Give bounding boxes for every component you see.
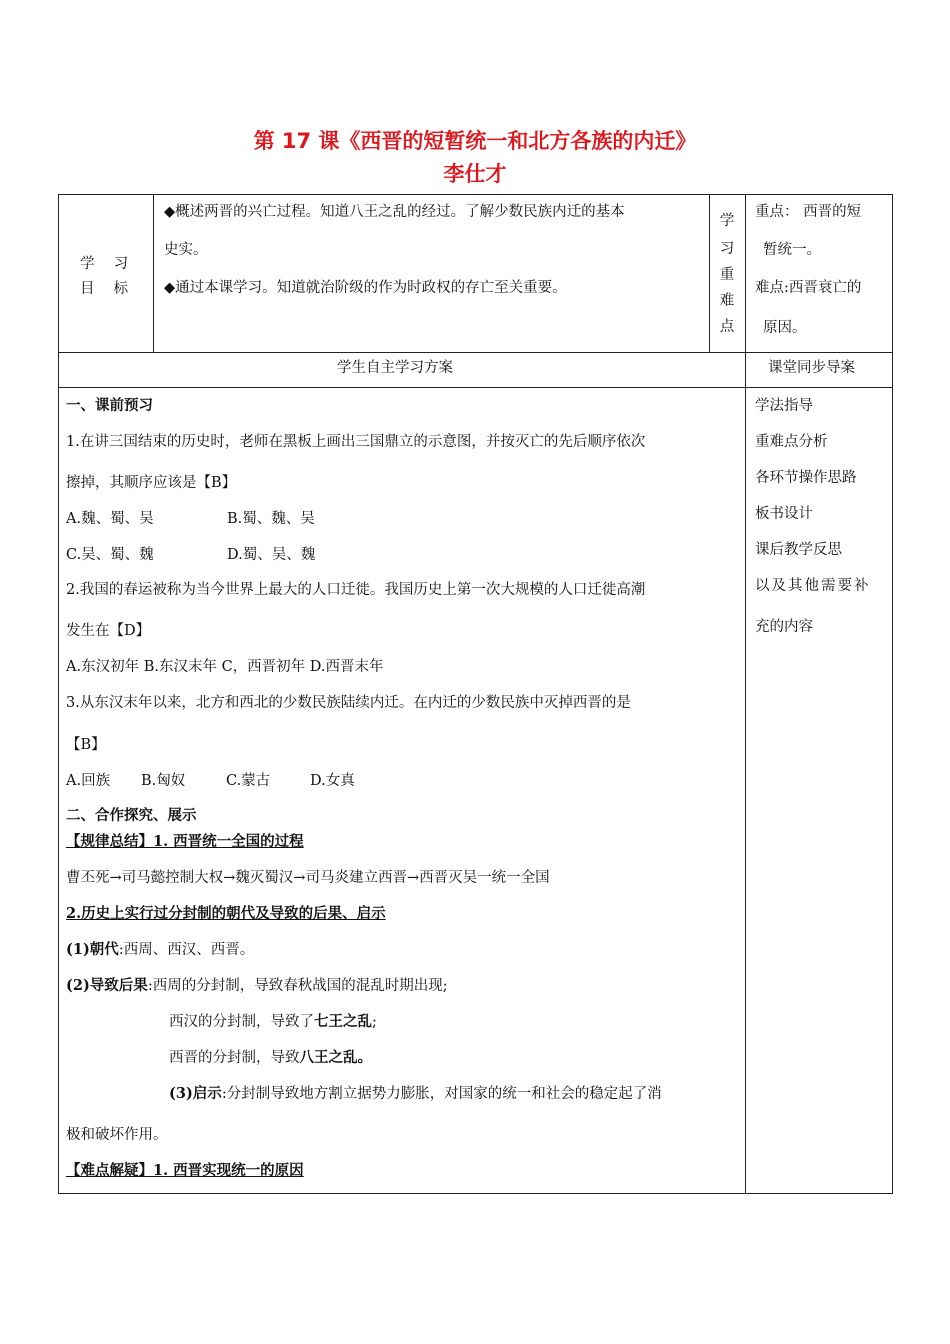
question-2-line2: 发生在【D】 bbox=[66, 623, 151, 639]
question-2-options: A.东汉初年 B.东汉末年 C，西晋初年 D.西晋末年 bbox=[66, 659, 384, 675]
section-heading-cooperation: 二、合作探究、展示 bbox=[66, 807, 197, 824]
question-1-option: D.蜀、吴、魏 bbox=[227, 547, 316, 563]
sidebar-item: 学法指导 bbox=[755, 398, 813, 414]
dynasties-text: :西周、西汉、西晋。 bbox=[118, 942, 255, 958]
question-3-option: B.匈奴 bbox=[141, 773, 186, 789]
dynasties-line bbox=[66, 940, 254, 960]
key-point-line1: 重点： 西晋的短 bbox=[755, 204, 862, 220]
result-2-text: 西汉的分封制，导致了 bbox=[169, 1014, 314, 1030]
sidebar-item: 课后教学反思 bbox=[755, 542, 842, 558]
difficulty-heading: 【难点解疑】1. 西晋实现统一的原因 bbox=[66, 1162, 304, 1179]
sidebar-item: 充的内容 bbox=[755, 619, 813, 635]
result-3-bold: 八王之乱。 bbox=[299, 1049, 372, 1066]
difficulty-line1: 难点:西晋衰亡的 bbox=[755, 280, 862, 296]
question-3-option: A.回族 bbox=[66, 773, 111, 789]
result-2-end: ; bbox=[372, 1014, 377, 1030]
question-3-line1: 3.从东汉末年以来，北方和西北的少数民族陆续内迁。在内迁的少数民族中灭掉西晋的是 bbox=[66, 695, 631, 711]
fenfeng-heading: 2.历史上实行过分封制的朝代及导致的后果、启示 bbox=[66, 905, 386, 922]
result-3-text: 西晋的分封制，导致 bbox=[169, 1050, 300, 1066]
sidebar-item: 以及其他需要补 bbox=[755, 578, 871, 594]
question-3-option: D.女真 bbox=[310, 773, 355, 789]
insight-text: :分封制导致地方割立据势力膨胀，对国家的统一和社会的稳定起了消 bbox=[221, 1086, 662, 1102]
result-line-2 bbox=[169, 1012, 377, 1032]
question-3-option: C.蒙古 bbox=[226, 773, 271, 789]
result-label: (2)导致后果 bbox=[66, 977, 148, 994]
question-2-line1: 2.我国的春运被称为当今世界上最大的人口迁徙。我国历史上第一次大规模的人口迁徙高潮 bbox=[66, 582, 646, 598]
focus-char: 学 bbox=[719, 213, 735, 229]
sidebar-item: 重难点分析 bbox=[755, 434, 828, 450]
difficulty-line2: 原因。 bbox=[763, 320, 807, 336]
question-1-line1: 1.在讲三国结束的历史时，老师在黑板上画出三国鼎立的示意图，并按灭亡的先后顺序依次 bbox=[66, 434, 646, 450]
focus-char: 点 bbox=[719, 319, 735, 335]
question-1-option: B.蜀、魏、吴 bbox=[227, 511, 315, 527]
question-1-option: A.魏、蜀、吴 bbox=[66, 511, 154, 527]
question-1-option: C.吴、蜀、魏 bbox=[66, 547, 154, 563]
focus-char: 习 bbox=[719, 241, 735, 257]
author-name: 李仕才 bbox=[443, 162, 507, 186]
objectives-label-line2: 目 标 bbox=[80, 281, 129, 297]
sidebar-item: 各环节操作思路 bbox=[755, 470, 857, 486]
focus-char: 难 bbox=[719, 293, 735, 309]
result-text: :西周的分封制，导致春秋战国的混乱时期出现; bbox=[147, 978, 448, 994]
objective-1-line1: ◆概述两晋的兴亡过程。知道八王之乱的经过。了解少数民族内迁的基本 bbox=[164, 204, 625, 220]
insight-line-2: 极和破坏作用。 bbox=[66, 1127, 168, 1143]
focus-char: 重 bbox=[719, 267, 735, 283]
result-line-3 bbox=[169, 1048, 372, 1068]
objectives-label-line1: 学 习 bbox=[80, 256, 129, 272]
question-3-line2: 【B】 bbox=[66, 737, 106, 753]
key-point-line2: 暂统一。 bbox=[763, 242, 821, 258]
rule-summary-heading: 【规律总结】1. 西晋统一全国的过程 bbox=[66, 833, 304, 850]
sidebar-item: 板书设计 bbox=[755, 506, 813, 522]
objective-2: ◆通过本课学习。知道就治阶级的作为时政权的存亡至关重要。 bbox=[164, 280, 567, 296]
question-1-line2: 擦掉，其顺序应该是【B】 bbox=[66, 475, 237, 491]
insight-line-1 bbox=[169, 1084, 662, 1104]
section-heading-preview: 一、课前预习 bbox=[66, 397, 153, 414]
unification-flow: 曹丕死→司马懿控制大权→魏灭蜀汉→司马炎建立西晋→西晋灭吴一统一全国 bbox=[66, 870, 550, 886]
objective-1-line2: 史实。 bbox=[164, 242, 208, 258]
result-2-bold: 七王之乱 bbox=[314, 1013, 372, 1030]
right-column-header: 课堂同步导案 bbox=[768, 360, 855, 376]
lesson-title: 第 17 课《西晋的短暂统一和北方各族的内迁》 bbox=[253, 129, 697, 153]
dynasties-label: (1)朝代 bbox=[66, 941, 119, 958]
left-column-header: 学生自主学习方案 bbox=[337, 360, 453, 376]
insight-label: (3)启示 bbox=[169, 1085, 222, 1102]
result-line-1 bbox=[66, 976, 448, 996]
